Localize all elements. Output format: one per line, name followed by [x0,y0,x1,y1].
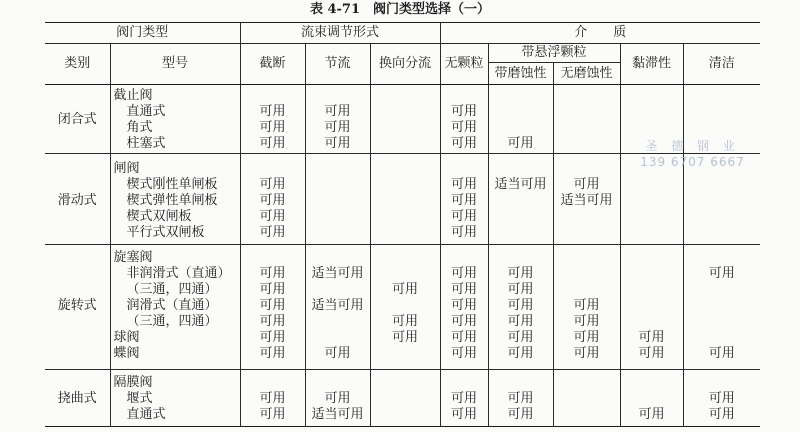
shutoff-value [241,88,305,104]
diverting-cell [370,245,440,370]
diverting-value [371,177,440,193]
shutoff-value: 可用 [259,120,286,135]
abrasive-value [489,193,553,209]
throttling-value [306,209,370,225]
abrasive-value [489,225,553,241]
shutoff-value [241,250,305,266]
clean-cell [683,154,760,245]
shutoff-cell [240,85,305,154]
clean-cell [683,245,760,370]
viscous-value: 可用 [638,330,665,345]
diverting-value [371,298,440,314]
header-suspended-particles-group: 带悬浮颗粒 [488,44,620,63]
viscous-value: 可用 [638,407,665,422]
clean-value [684,88,761,104]
header-non-abrasive: 无磨蚀性 [553,63,620,85]
viscous-value [621,298,683,314]
abrasive-value [489,375,553,391]
diverting-cell [370,154,440,245]
watermark-phone: 139 6707 6667 [640,155,745,169]
non-abrasive-value [554,250,620,266]
viscous-value [621,177,683,193]
model-cell [110,245,240,370]
header-category: 类别 [45,44,110,85]
non-abrasive-value: 可用 [573,177,600,192]
diverting-value: 可用 [392,330,419,345]
clean-value [684,161,761,177]
category-cell: 闭合式 [45,85,110,154]
diverting-value [371,120,440,136]
clean-value [684,375,761,391]
abrasive-value [489,88,553,104]
non-abrasive-value: 可用 [573,330,600,345]
clean-value: 可用 [708,391,735,406]
clean-cell [683,85,760,154]
throttling-value [306,314,370,330]
no-particles-cell [440,370,488,427]
abrasive-value: 可用 [507,266,534,281]
model-name: 截止阀 [113,88,153,103]
viscous-value [621,314,683,330]
no-particles-value: 可用 [451,314,478,329]
shutoff-value: 可用 [259,282,286,297]
clean-value [684,282,761,298]
abrasive-value [489,161,553,177]
viscous-cell [620,245,683,370]
model-name: 蝶阀 [113,346,140,361]
throttling-value [306,177,370,193]
shutoff-value: 可用 [259,391,286,406]
clean-value [684,104,761,120]
abrasive-value [489,120,553,136]
throttling-value [306,193,370,209]
throttling-value [306,225,370,241]
viscous-value [621,391,683,407]
shutoff-value: 可用 [259,346,286,361]
non-abrasive-value: 可用 [573,314,600,329]
table-body [45,85,760,427]
throttling-value [306,330,370,346]
section-row [45,85,760,154]
abrasive-value [489,250,553,266]
no-particles-value: 可用 [451,330,478,345]
non-abrasive-value: 可用 [573,298,600,313]
throttling-value: 适当可用 [311,407,364,422]
abrasive-value: 可用 [507,391,534,406]
diverting-cell [370,85,440,154]
valve-selection-table [45,22,760,427]
model-name: 平行式双闸板 [126,225,205,240]
non-abrasive-value [554,225,620,241]
throttling-cell [305,154,370,245]
viscous-value [621,282,683,298]
abrasive-value: 可用 [507,346,534,361]
no-particles-value: 可用 [451,104,478,119]
throttling-value [306,250,370,266]
header-flow-control-group: 流束调节形式 [240,23,440,44]
diverting-value [371,250,440,266]
clean-value [684,225,761,241]
no-particles-value: 可用 [451,407,478,422]
viscous-cell [620,154,683,245]
model-name: （三通，四通） [126,282,218,297]
non-abrasive-cell [553,85,620,154]
viscous-value [621,104,683,120]
viscous-value [621,375,683,391]
model-name: 隔膜阀 [113,375,153,390]
abrasive-value: 可用 [507,136,534,151]
header-row-columns [45,44,760,63]
non-abrasive-value: 可用 [573,346,600,361]
throttling-value [306,375,370,391]
clean-cell [683,370,760,427]
model-name: （三通，四通） [126,314,218,329]
shutoff-value: 可用 [259,266,286,281]
non-abrasive-value [554,266,620,282]
non-abrasive-value [554,375,620,391]
diverting-value [371,407,440,423]
non-abrasive-cell [553,370,620,427]
no-particles-value: 可用 [451,177,478,192]
watermark-company: 圣 德 钢 业 [645,139,740,153]
model-name: 角式 [126,120,153,135]
section-row [45,245,760,370]
no-particles-value: 可用 [451,209,478,224]
header-row-groups [45,23,760,44]
shutoff-value: 可用 [259,407,286,422]
clean-value: 可用 [708,346,735,361]
diverting-value [371,104,440,120]
header-model: 型号 [110,44,240,85]
throttling-value: 可用 [324,104,351,119]
header-viscous: 黏滞性 [620,44,683,85]
model-cell [110,370,240,427]
abrasive-cell [488,154,553,245]
diverting-value: 可用 [392,282,419,297]
shutoff-value: 可用 [259,209,286,224]
diverting-value [371,346,440,362]
header-no-particles: 无颗粒 [440,44,488,85]
section-row [45,370,760,427]
non-abrasive-value [554,391,620,407]
model-name: 楔式刚性单闸板 [126,177,218,192]
abrasive-value: 可用 [507,298,534,313]
model-name: 非润滑式（直通） [126,266,231,281]
model-cell [110,85,240,154]
diverting-value [371,225,440,241]
no-particles-value: 可用 [451,346,478,361]
shutoff-value: 可用 [259,193,286,208]
shutoff-value: 可用 [259,136,286,151]
diverting-value: 可用 [392,314,419,329]
no-particles-value: 可用 [451,266,478,281]
category-cell: 旋转式 [45,245,110,370]
clean-value: 可用 [708,266,735,281]
shutoff-value: 可用 [259,104,286,119]
no-particles-value: 可用 [451,193,478,208]
throttling-value: 可用 [324,391,351,406]
no-particles-cell [440,85,488,154]
header-diverting: 换向分流 [370,44,440,85]
shutoff-cell [240,370,305,427]
header-abrasive: 带磨蚀性 [488,63,553,85]
model-name: 润滑式（直通） [126,298,218,313]
model-name: 旋塞阀 [113,250,153,265]
shutoff-value: 可用 [259,298,286,313]
non-abrasive-value [554,136,620,152]
throttling-value: 适当可用 [311,266,364,281]
model-name: 直通式 [126,104,166,119]
no-particles-value: 可用 [451,298,478,313]
clean-value [684,193,761,209]
viscous-value [621,193,683,209]
category-cell: 滑动式 [45,154,110,245]
non-abrasive-value [554,88,620,104]
diverting-cell [370,370,440,427]
diverting-value [371,161,440,177]
clean-value [684,177,761,193]
viscous-value [621,266,683,282]
no-particles-cell [440,154,488,245]
diverting-value [371,266,440,282]
abrasive-cell [488,85,553,154]
viscous-value [621,225,683,241]
viscous-value: 可用 [638,346,665,361]
abrasive-value [489,104,553,120]
abrasive-cell [488,370,553,427]
diverting-value [371,375,440,391]
non-abrasive-value [554,120,620,136]
abrasive-value [489,209,553,225]
non-abrasive-value [554,209,620,225]
shutoff-value: 可用 [259,314,286,329]
diverting-value [371,209,440,225]
non-abrasive-value [554,407,620,423]
abrasive-value: 可用 [507,330,534,345]
shutoff-value: 可用 [259,177,286,192]
viscous-value [621,88,683,104]
throttling-cell [305,245,370,370]
clean-value [684,136,761,152]
shutoff-value: 可用 [259,330,286,345]
header-shutoff: 截断 [240,44,305,85]
header-valve-type-group: 阀门类型 [45,23,240,44]
throttling-cell [305,370,370,427]
viscous-value [621,209,683,225]
throttling-value: 适当可用 [311,298,364,313]
viscous-cell [620,370,683,427]
shutoff-value: 可用 [259,225,286,240]
throttling-value: 可用 [324,120,351,135]
diverting-value [371,391,440,407]
no-particles-value: 可用 [451,391,478,406]
clean-value [684,298,761,314]
abrasive-value: 可用 [507,282,534,297]
diverting-value [371,88,440,104]
throttling-value: 可用 [324,346,351,361]
abrasive-value: 适当可用 [494,177,547,192]
model-name: 楔式双闸板 [126,209,192,224]
clean-value: 可用 [708,407,735,422]
throttling-cell [305,85,370,154]
table-header [45,23,760,85]
throttling-value [306,88,370,104]
category-cell: 挠曲式 [45,370,110,427]
shutoff-cell [240,245,305,370]
section-row [45,154,760,245]
shutoff-value [241,375,305,391]
non-abrasive-value [554,282,620,298]
diverting-value [371,193,440,209]
non-abrasive-value: 适当可用 [560,193,613,208]
throttling-value: 可用 [324,136,351,151]
no-particles-value [441,375,488,391]
no-particles-cell [440,245,488,370]
header-throttling: 节流 [305,44,370,85]
throttling-value [306,282,370,298]
no-particles-value: 可用 [451,225,478,240]
shutoff-value [241,161,305,177]
diverting-value [371,136,440,152]
throttling-value [306,161,370,177]
model-name: 柱塞式 [126,136,166,151]
table-title: 表 4-71 阀门类型选择（一） [309,2,491,17]
model-cell [110,154,240,245]
non-abrasive-cell [553,245,620,370]
abrasive-cell [488,245,553,370]
viscous-value [621,161,683,177]
clean-value [684,120,761,136]
clean-value [684,330,761,346]
no-particles-value: 可用 [451,282,478,297]
abrasive-value: 可用 [507,314,534,329]
no-particles-value: 可用 [451,120,478,135]
no-particles-value [441,88,488,104]
viscous-value [621,120,683,136]
non-abrasive-value [554,161,620,177]
header-medium-group: 介 质 [440,23,760,44]
model-name: 球阀 [113,330,140,345]
abrasive-value: 可用 [507,407,534,422]
model-name: 闸阀 [113,161,140,176]
non-abrasive-cell [553,154,620,245]
clean-value [684,314,761,330]
shutoff-cell [240,154,305,245]
clean-value [684,209,761,225]
model-name: 堰式 [126,391,153,406]
no-particles-value: 可用 [451,136,478,151]
viscous-cell [620,85,683,154]
model-name: 楔式弹性单闸板 [126,193,218,208]
non-abrasive-value [554,104,620,120]
no-particles-value [441,161,488,177]
no-particles-value [441,250,488,266]
viscous-value [621,250,683,266]
clean-value [684,250,761,266]
header-clean: 清洁 [683,44,760,85]
model-name: 直通式 [126,407,166,422]
viscous-value [621,136,683,152]
